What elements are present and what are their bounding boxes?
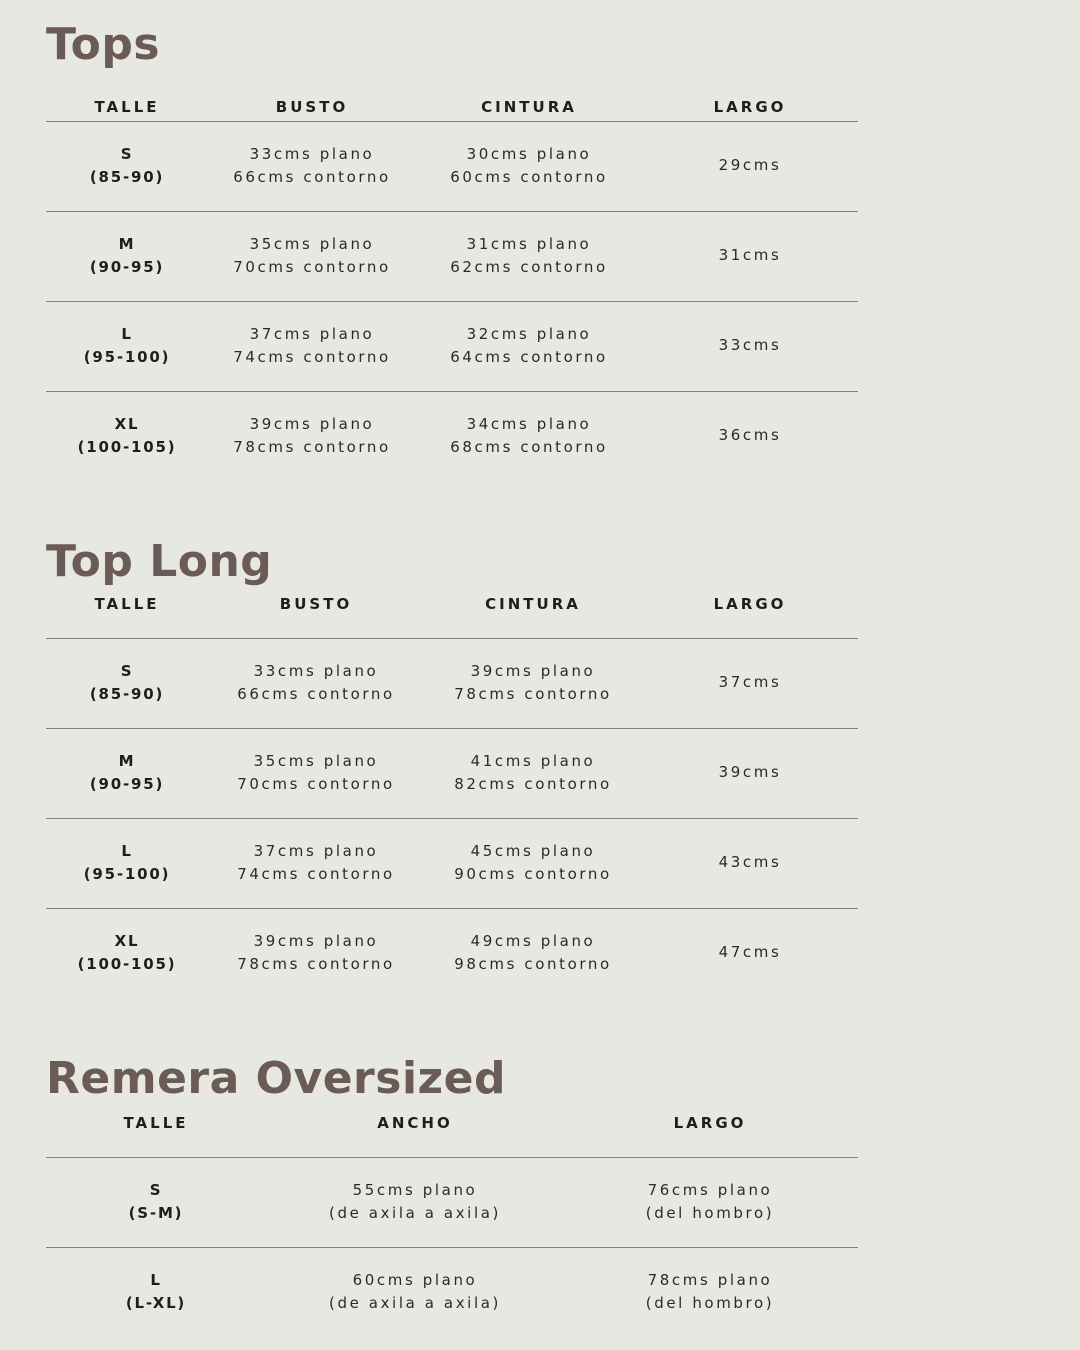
divider <box>46 391 858 392</box>
busto-cell: 33cms plano 66cms contorno <box>233 145 391 186</box>
busto-cell: 39cms plano 78cms contorno <box>233 415 391 456</box>
talle-cell: M (90-95) <box>89 752 165 793</box>
cintura-cell: 32cms plano 64cms contorno <box>450 325 608 366</box>
section-title: Top Long <box>46 536 273 587</box>
header-cintura: CINTURA <box>485 595 581 613</box>
cintura-cell: 34cms plano 68cms contorno <box>450 415 608 456</box>
largo-cell: 37cms <box>718 673 782 691</box>
divider <box>46 211 858 212</box>
largo-cell: 76cms plano (del hombro) <box>645 1181 775 1222</box>
busto-cell: 39cms plano 78cms contorno <box>237 932 395 973</box>
divider <box>46 728 858 729</box>
talle-cell: S (S-M) <box>128 1181 184 1222</box>
divider <box>46 638 858 639</box>
section-title: Tops <box>46 19 161 70</box>
largo-cell: 31cms <box>718 246 782 264</box>
busto-cell: 37cms plano 74cms contorno <box>237 842 395 883</box>
talle-cell: S (85-90) <box>89 145 165 186</box>
largo-cell: 33cms <box>718 336 782 354</box>
talle-cell: L (L-XL) <box>125 1271 187 1312</box>
header-largo: LARGO <box>673 1114 747 1132</box>
busto-cell: 33cms plano 66cms contorno <box>237 662 395 703</box>
header-busto: BUSTO <box>279 595 353 613</box>
largo-cell: 47cms <box>718 943 782 961</box>
busto-cell: 35cms plano 70cms contorno <box>237 752 395 793</box>
header-ancho: ANCHO <box>377 1114 453 1132</box>
divider <box>46 301 858 302</box>
cintura-cell: 39cms plano 78cms contorno <box>454 662 612 703</box>
divider <box>46 121 858 122</box>
cintura-cell: 31cms plano 62cms contorno <box>450 235 608 276</box>
talle-cell: S (85-90) <box>89 662 165 703</box>
largo-cell: 39cms <box>718 763 782 781</box>
divider <box>46 908 858 909</box>
header-largo: LARGO <box>713 595 787 613</box>
cintura-cell: 45cms plano 90cms contorno <box>454 842 612 883</box>
header-cintura: CINTURA <box>481 98 577 116</box>
header-busto: BUSTO <box>275 98 349 116</box>
talle-cell: XL (100-105) <box>77 932 177 973</box>
busto-cell: 35cms plano 70cms contorno <box>233 235 391 276</box>
header-talle: TALLE <box>94 595 160 613</box>
divider <box>46 1157 858 1158</box>
talle-cell: L (95-100) <box>83 842 171 883</box>
largo-cell: 43cms <box>718 853 782 871</box>
cintura-cell: 49cms plano 98cms contorno <box>454 932 612 973</box>
section-title: Remera Oversized <box>46 1053 506 1104</box>
talle-cell: XL (100-105) <box>77 415 177 456</box>
cintura-cell: 30cms plano 60cms contorno <box>450 145 608 186</box>
divider <box>46 818 858 819</box>
header-talle: TALLE <box>123 1114 189 1132</box>
largo-cell: 29cms <box>718 156 782 174</box>
talle-cell: M (90-95) <box>89 235 165 276</box>
ancho-cell: 55cms plano (de axila a axila) <box>329 1181 501 1222</box>
divider <box>46 1247 858 1248</box>
ancho-cell: 60cms plano (de axila a axila) <box>329 1271 501 1312</box>
largo-cell: 78cms plano (del hombro) <box>645 1271 775 1312</box>
header-largo: LARGO <box>713 98 787 116</box>
talle-cell: L (95-100) <box>83 325 171 366</box>
busto-cell: 37cms plano 74cms contorno <box>233 325 391 366</box>
largo-cell: 36cms <box>718 426 782 444</box>
header-talle: TALLE <box>94 98 160 116</box>
cintura-cell: 41cms plano 82cms contorno <box>454 752 612 793</box>
